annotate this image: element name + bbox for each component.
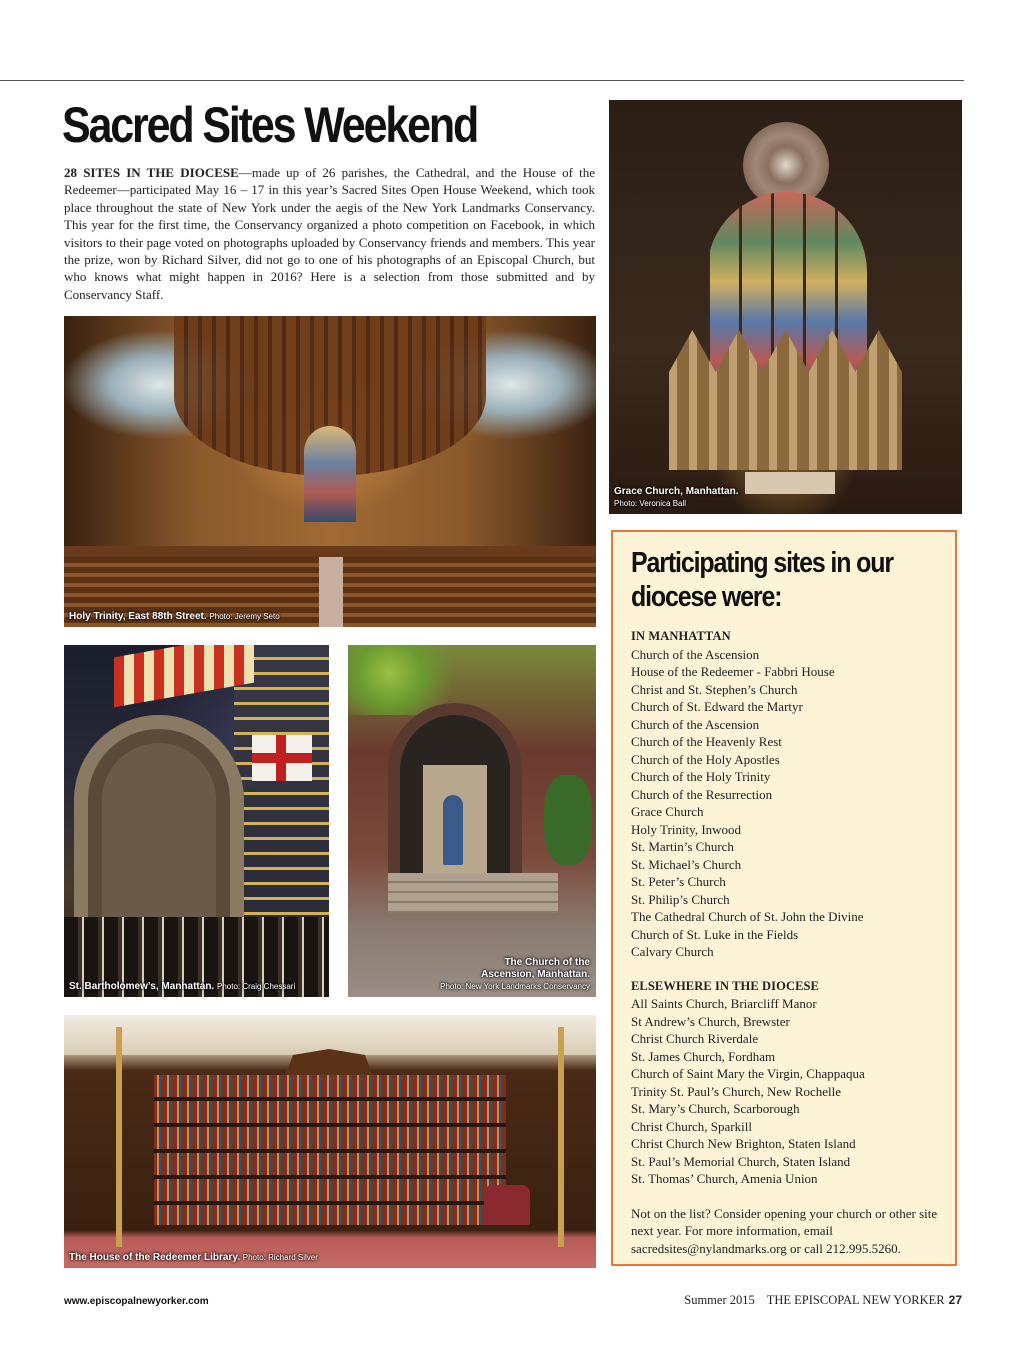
site-list-item: St Andrew’s Church, Brewster	[631, 1013, 790, 1029]
photo-tree-leaves	[348, 645, 488, 715]
site-list-item: Calvary Church	[631, 944, 714, 959]
caption-title: Holy Trinity, East 88th Street.	[69, 611, 207, 622]
photo-skyscraper	[234, 645, 329, 945]
caption-title-line2: Ascension, Manhattan.	[481, 969, 590, 980]
footer-website-link[interactable]: www.episcopalnewyorker.com	[64, 1296, 209, 1307]
photo-steps	[388, 873, 558, 913]
caption-credit: Photo: Richard Silver	[242, 1253, 318, 1262]
caption-title: The House of the Redeemer Library.	[69, 1252, 240, 1263]
photo-caption	[440, 957, 590, 993]
footer-publication-name: THE EPISCOPAL NEW YORKER	[766, 1293, 945, 1307]
site-list-item: Holy Trinity, Inwood	[631, 821, 742, 837]
site-list-item: Church of the Ascension	[631, 716, 760, 732]
caption-credit: Photo: Veronica Ball	[614, 499, 687, 508]
site-list-item: All Saints Church, Briarcliff Manor	[631, 996, 817, 1011]
site-list-item: St. Philip’s Church	[631, 891, 730, 907]
site-list-item: Church of Saint Mary the Virgin, Chappaqua	[631, 1066, 865, 1081]
elsewhere-heading: ELSEWHERE IN THE DIOCESE	[631, 978, 819, 993]
photo-caption	[614, 486, 738, 510]
elsewhere-site-list	[631, 995, 951, 1188]
photo-aisle	[319, 557, 343, 627]
site-list-item: Trinity St. Paul’s Church, New Rochelle	[631, 1083, 842, 1099]
header-rule	[0, 80, 964, 81]
caption-title: St. Bartholomew’s, Manhattan.	[69, 981, 215, 992]
site-list-item: Christ and St. Stephen’s Church	[631, 681, 798, 697]
manhattan-site-list	[631, 646, 951, 961]
photo-armchair	[484, 1185, 530, 1225]
site-list-item: Church of the Ascension	[631, 646, 760, 662]
photo-candelabra-left	[116, 1027, 122, 1247]
photo-caption	[69, 981, 295, 993]
photo-stained-glass-window	[304, 426, 356, 522]
intro-paragraph	[64, 164, 595, 303]
manhattan-heading: IN MANHATTAN	[631, 629, 731, 643]
photo-caption	[69, 611, 280, 623]
participating-sites-box	[611, 530, 957, 1266]
list-spacer	[631, 961, 951, 978]
site-list-item: Church of St. Luke in the Fields	[631, 926, 799, 942]
site-list-item: Church of the Heavenly Rest	[631, 734, 782, 749]
photo-candelabra-right	[558, 1027, 564, 1247]
sites-box-title: Participating sites in our diocese were:	[631, 547, 893, 613]
caption-credit: Photo: Craig Chessari	[216, 982, 296, 991]
photo-church-of-the-ascension	[348, 645, 596, 997]
photo-shrub	[544, 775, 592, 865]
caption-credit: Photo: Jeremy Seto	[209, 612, 280, 621]
site-list-item: St. Martin’s Church	[631, 839, 734, 854]
photo-holy-trinity	[64, 316, 596, 627]
photo-ceiling	[64, 1015, 596, 1055]
site-list-item: Church of St. Edward the Martyr	[631, 699, 803, 714]
footer-publication-info	[684, 1293, 962, 1308]
photo-st-bartholomews	[64, 645, 329, 997]
site-list-item: Christ Church New Brighton, Staten Island	[631, 1136, 856, 1151]
photo-altar	[745, 472, 835, 494]
site-list-item: St. James Church, Fordham	[631, 1048, 776, 1064]
page-title: Sacred Sites Weekend	[62, 97, 478, 153]
site-list-item: St. Michael’s Church	[631, 856, 742, 872]
site-list-item: Church of the Holy Trinity	[631, 769, 771, 784]
photo-house-of-the-redeemer-library	[64, 1015, 596, 1268]
site-list-item: St. Thomas’ Church, Amenia Union	[631, 1171, 818, 1186]
sites-box-body	[631, 628, 951, 1270]
site-list-item: St. Mary’s Church, Scarborough	[631, 1101, 800, 1116]
photo-visitor	[443, 795, 463, 865]
site-list-item: Christ Church, Sparkill	[631, 1118, 752, 1134]
site-list-item: Church of the Resurrection	[631, 786, 773, 802]
photo-arched-portal	[74, 715, 244, 945]
photo-st-george-flag	[252, 735, 312, 781]
site-list-item: St. Peter’s Church	[631, 874, 726, 889]
closing-note: Not on the list? Consider opening your church or other site next year. For more information, email sacredsites@nylandmarks.org or call 212.995.5260.	[631, 1205, 938, 1256]
site-list-item: St. Paul’s Memorial Church, Staten Island	[631, 1153, 851, 1169]
site-list-item: Church of the Holy Apostles	[631, 751, 780, 767]
photo-grace-church	[609, 100, 962, 514]
intro-body: —made up of 26 parishes, the Cathedral, and the House of the Redeemer—participated May 16 – 17 in this year’s Sacred Sites Open House Weekend, which took place throughout the state of New York under the aegis of the New York Landmarks Conservancy. This year for the first time, the Conservancy organized a photo competition on Facebook, in which visitors to their page voted on photographs uploaded by Conservancy friends and members. This year the prize, won by Richard Silver, did not go to one of his photographs of an Episcopal Church, but who knows what might happen in 2016? Here is a selection from those submitted and by Conservancy Staff.	[64, 165, 596, 302]
site-list-item: The Cathedral Church of St. John the Divine	[631, 909, 864, 924]
caption-credit: Photo: New York Landmarks Conservancy	[440, 982, 590, 991]
photo-bookshelves	[154, 1075, 506, 1225]
footer-issue: Summer 2015	[684, 1293, 755, 1307]
intro-lead: 28 SITES IN THE DIOCESE	[64, 165, 239, 180]
site-list-item: House of the Redeemer - Fabbri House	[631, 664, 835, 679]
site-list-item: Christ Church Riverdale	[631, 1031, 759, 1046]
caption-title: Grace Church, Manhattan.	[614, 486, 739, 497]
site-list-item: Grace Church	[631, 804, 704, 819]
photo-striped-flag	[114, 645, 254, 707]
photo-caption	[69, 1252, 318, 1264]
footer-page-number: 27	[948, 1293, 962, 1307]
photo-reredos	[669, 330, 902, 470]
caption-title-line1: The Church of the	[504, 957, 590, 968]
